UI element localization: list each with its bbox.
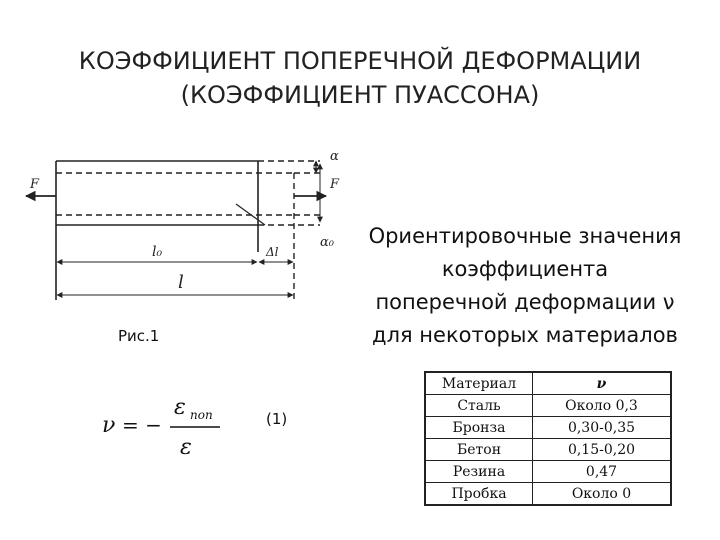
label-force-left: F	[30, 177, 40, 192]
formula-lhs: ν	[102, 413, 116, 438]
value-cell: Около 0,3	[533, 395, 672, 417]
table-row	[425, 439, 671, 461]
material-cell: Резина	[425, 461, 533, 483]
poisson-formula	[100, 392, 240, 462]
table-header-row	[425, 372, 671, 395]
table-row	[425, 417, 671, 439]
value-cell: 0,30-0,35	[533, 417, 672, 439]
label-l0: l₀	[152, 244, 163, 260]
desc-line-1: Ориентировочные значения	[368, 224, 682, 248]
table-row	[425, 461, 671, 483]
formula-numerator-subscript: поп	[190, 408, 213, 422]
header-nu: ν	[533, 372, 672, 395]
bar-deformation-diagram	[20, 140, 350, 315]
table-row	[425, 395, 671, 417]
formula-denominator: ε	[180, 435, 192, 460]
material-cell: Бетон	[425, 439, 533, 461]
materials-description	[350, 220, 700, 352]
label-delta-l: Δl	[266, 245, 279, 259]
formula-equals-minus: = −	[122, 413, 162, 437]
slide-title	[0, 44, 720, 112]
value-cell: Около 0	[533, 483, 672, 506]
poisson-ratio-table	[424, 371, 672, 506]
desc-line-4: для некоторых материалов	[372, 323, 678, 347]
label-alpha: α	[330, 149, 339, 164]
figure-caption: Рис.1	[118, 327, 160, 345]
value-cell: 0,47	[533, 461, 672, 483]
value-cell: 0,15-0,20	[533, 439, 672, 461]
label-alpha0: α₀	[320, 235, 334, 250]
formula-numerator: ε	[174, 395, 186, 420]
label-force-right: F	[330, 177, 340, 192]
desc-line-2: коэффициента	[441, 257, 609, 281]
title-line-1: КОЭФФИЦИЕНТ ПОПЕРЕЧНОЙ ДЕФОРМАЦИИ	[78, 47, 642, 75]
title-line-2: (КОЭФФИЦИЕНТ ПУАССОНА)	[180, 81, 540, 109]
label-l: l	[178, 272, 184, 293]
table-row	[425, 483, 671, 506]
material-cell: Бронза	[425, 417, 533, 439]
desc-line-3: поперечной деформации ν	[375, 290, 675, 314]
material-cell: Пробка	[425, 483, 533, 506]
material-cell: Сталь	[425, 395, 533, 417]
header-material: Материал	[425, 372, 533, 395]
equation-number: (1)	[266, 410, 288, 428]
